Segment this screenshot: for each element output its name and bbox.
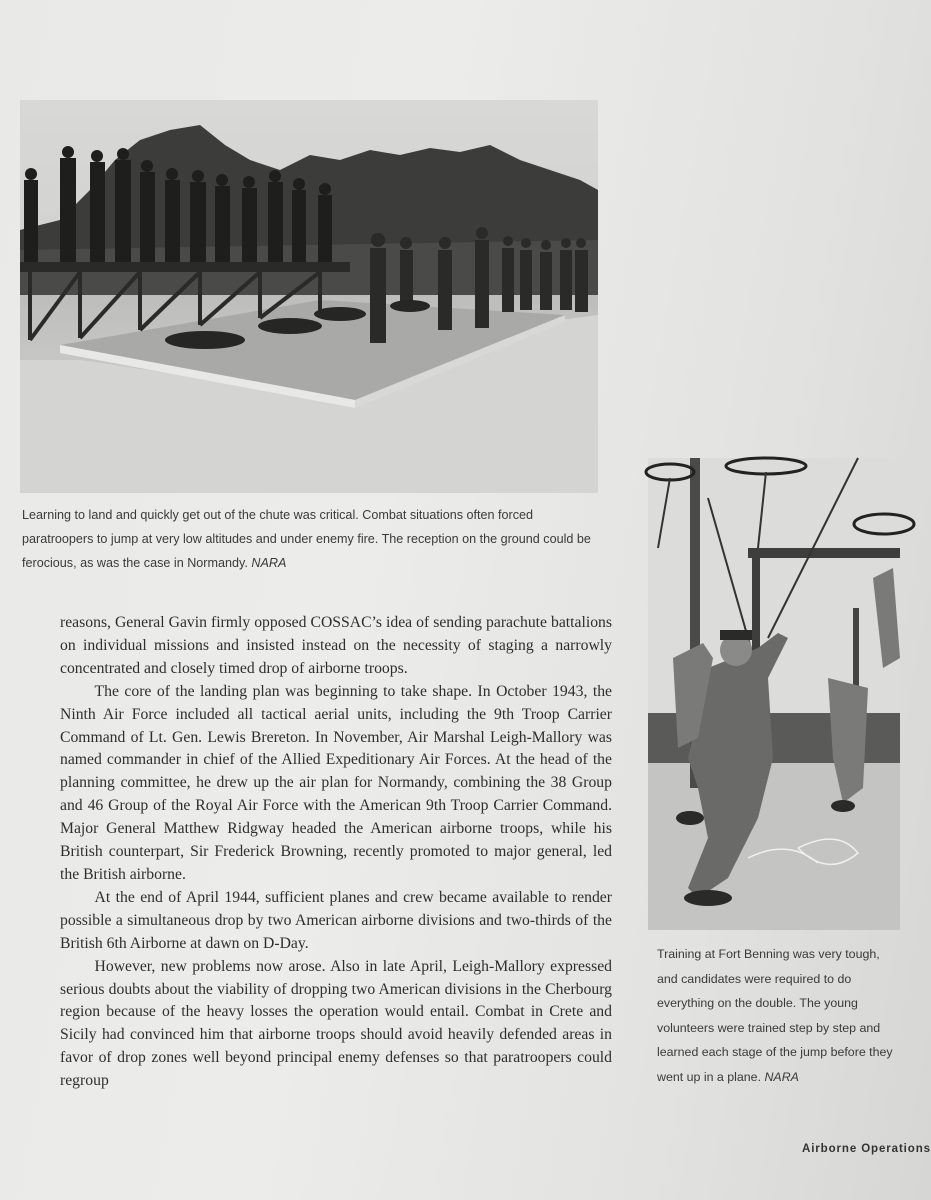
landing-training-photo xyxy=(20,100,598,493)
body-paragraph-3: At the end of April 1944, sufficient planes and crew became available to render possible a simultaneous drop by two American airborne divisions and two-thirds of the British 6th Airborne at dawn on D-Day. xyxy=(60,888,612,952)
right-photo-caption xyxy=(657,942,900,1089)
body-paragraph-4: However, new problems now arose. Also in late April, Leigh-Mallory expressed serious doubts about the viability of dropping two American divisions in the Cherbourg region because of the heavy losses the operation would entail. Combat in Crete and Sicily had convinced him that airborne troops should avoid heavily defended areas in favor of drop zones well beyond principal enemy defenses so that paratroopers could regroup xyxy=(60,957,612,1090)
right-caption-text: Training at Fort Benning was very tough, and candidates were required to do everything on the double. The young volunteers were trained step by step and learned each stage of the jump before they went up in a plane. xyxy=(657,947,893,1084)
body-paragraph-1: reasons, General Gavin firmly opposed COSSAC’s idea of sending parachute battalions on individual missions and insisted instead on the necessity of staging a narrowly concentrated and closely timed drop of airborne troops. xyxy=(60,614,612,677)
body-paragraph-2: The core of the landing plan was beginning to take shape. In October 1943, the Ninth Air Force included all tactical aerial units, including the 9th Troop Carrier Command of Lt. Gen. Lewis Brereton. In November, Air Marshal Leigh-Mallory was named commander in chief of the Allied Expeditionary Air Forces. At the head of the planning committee, he drew up the air plan for Normandy, combining the 38 Group and 46 Group of the Royal Air Force with the American 9th Troop Carrier Command. Major General Matthew Ridgway headed the American airborne troops, while his British counterpart, Sir Frederick Browning, recently promoted to major general, led the British airborne. xyxy=(60,682,612,883)
fort-benning-training-photo xyxy=(648,458,900,930)
top-photo-caption xyxy=(22,503,592,575)
right-caption-source: NARA xyxy=(764,1069,799,1084)
body-text xyxy=(60,612,612,1093)
top-caption-text: Learning to land and quickly get out of the chute was critical. Combat situations often forced paratroopers to jump at very low altitudes and under enemy fire. The reception on the ground could be ferocious, as was the case in Normandy. xyxy=(22,508,591,570)
running-footer: Airborne Operations xyxy=(802,1143,931,1155)
top-caption-source: NARA xyxy=(251,556,287,570)
